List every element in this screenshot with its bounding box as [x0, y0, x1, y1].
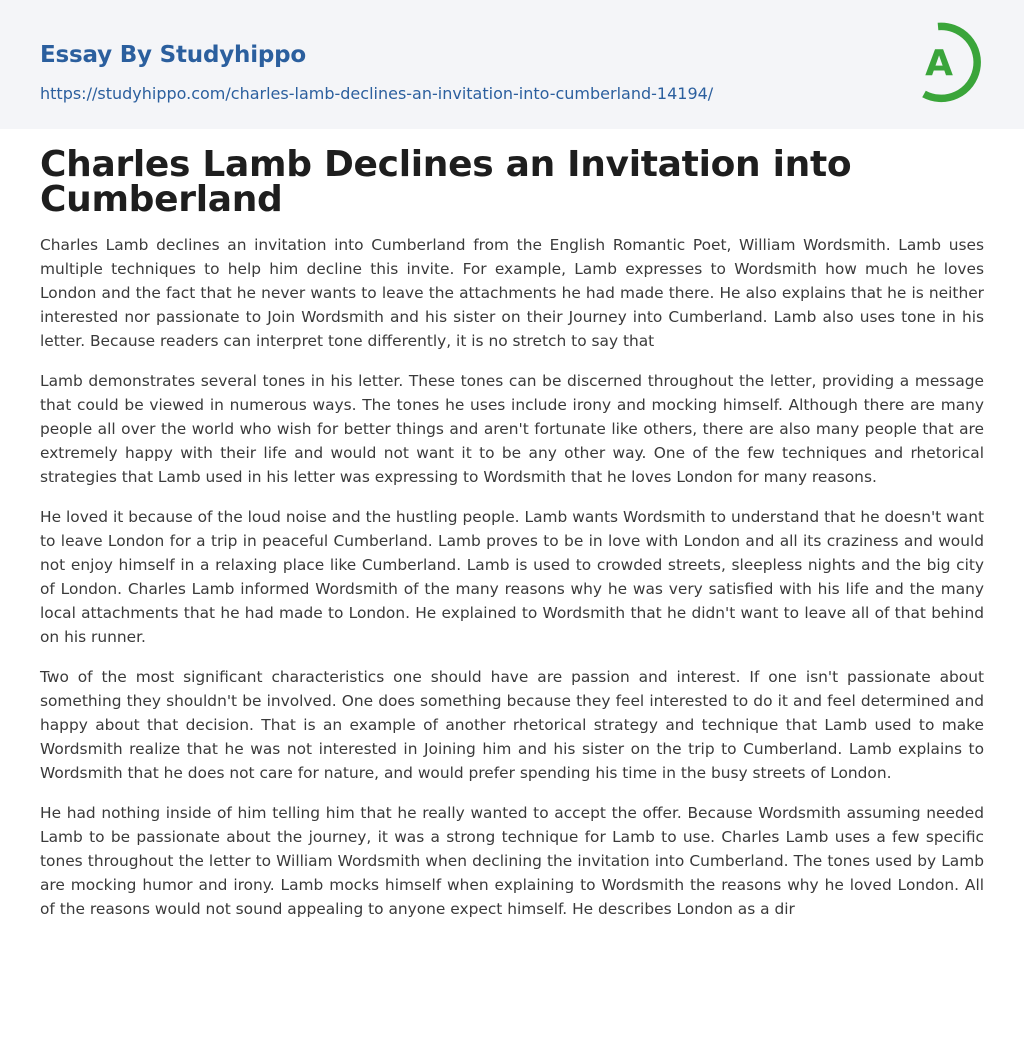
essay-paragraph-3: He loved it because of the loud noise and the hustling people. Lamb wants Wordsmith to understand that he doesn't want to leave London for a trip in peaceful Cumberland. Lamb proves to be in love with London and all its craziness and would not enjoy himself in a relaxing place like Cumberland. Lamb is used to crowded streets, sleepless nights and the big city of London. Charles Lamb informed Wordsmith of the many reasons why he was very satisfied with his life and the many local attachments that he had made to London. He explained to Wordsmith that he didn't want to leave all of that behind on his runner. [40, 508, 984, 646]
site-brand[interactable]: Essay By Studyhippo [40, 42, 307, 68]
essay-paragraph-1: Charles Lamb declines an invitation into Cumberland from the English Romantic Poet, William Wordsmith. Lamb uses multiple techniques to help him decline this invite. For example, Lamb expresses to Wordsmith how much he loves London and the fact that he never wants to leave the attachments he had made there. He also explains that he is neither interested nor passionate to Join Wordsmith and his sister on their Journey into Cumberland. Lamb also uses tone in his letter. Because readers can interpret tone differently, it is no stretch to say that [40, 236, 984, 350]
studyhippo-logo-icon[interactable] [912, 18, 986, 106]
page-title: Charles Lamb Declines an Invitation into Cumberland [40, 144, 852, 220]
article [0, 129, 1024, 921]
essay-paragraph-5: He had nothing inside of him telling him that he really wanted to accept the offer. Because Wordsmith assuming needed Lamb to be passionate about the journey, it was a strong technique for Lamb to use. Charles Lamb uses a few specific tones throughout the letter to William Wordsmith when declining the invitation into Cumberland. The tones used by Lamb are mocking humor and irony. Lamb mocks himself when explaining to Wordsmith the reasons why he loved London. All of the reasons would not sound appealing to anyone expect himself. He describes London as a dir [40, 804, 984, 918]
site-header [0, 0, 1024, 129]
logo-letter: A [925, 43, 953, 84]
essay-paragraph-4: Two of the most significant characteristics one should have are passion and interest. If one isn't passionate about something they shouldn't be involved. One does something because they feel interested to do it and feel determined and happy about that decision. That is an example of another rhetorical strategy and technique that Lamb used to make Wordsmith realize that he was not interested in Joining him and his sister on the trip to Cumberland. Lamb explains to Wordsmith that he does not care for nature, and would prefer spending his time in the busy streets of London. [40, 668, 984, 782]
essay-paragraph-2: Lamb demonstrates several tones in his letter. These tones can be discerned throughout the letter, providing a message that could be viewed in numerous ways. The tones he uses include irony and mocking himself. Although there are many people all over the world who wish for better things and aren't fortunate like others, there are also many people that are extremely happy with their life and would not want it to be any other way. One of the few techniques and rhetorical strategies that Lamb used in his letter was expressing to Wordsmith that he loves London for many reasons. [40, 372, 984, 486]
essay-url-link[interactable]: https://studyhippo.com/charles-lamb-declines-an-invitation-into-cumberland-14194/ [40, 84, 714, 103]
